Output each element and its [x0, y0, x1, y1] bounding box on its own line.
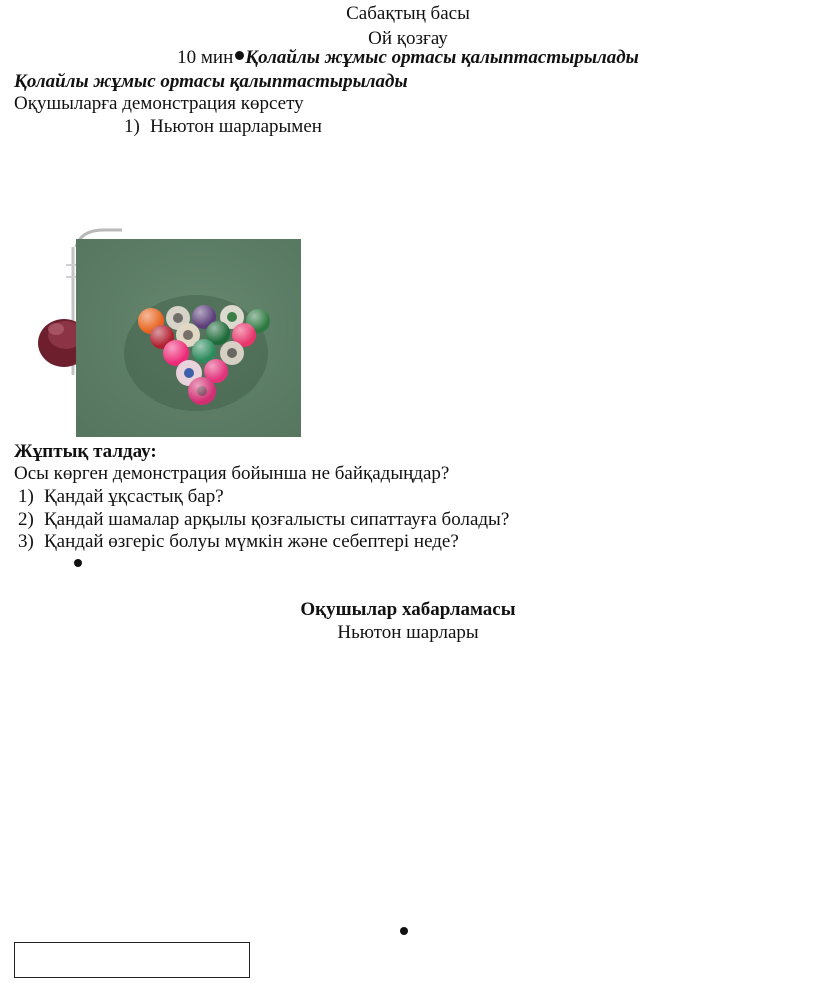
list-number: 1)	[18, 486, 34, 507]
demonstration-image	[36, 225, 306, 437]
pair-analysis-question: Осы көрген демонстрация бойынша не байқадыңдар?	[14, 463, 450, 484]
student-report-heading: Оқушылар хабарламасы	[300, 599, 516, 620]
list-item	[18, 485, 224, 509]
list-item-text: Қандай шамалар арқылы қозғалысты сипаттауға болады?	[44, 509, 510, 530]
list-item-text: Ньютон шарларымен	[150, 116, 322, 137]
intro-heading: Қолайлы жұмыс ортасы қалыптастырылады	[14, 71, 408, 92]
intro-list-item	[124, 115, 322, 139]
time-goal: Қолайлы жұмыс ортасы қалыптастырылады	[245, 47, 639, 68]
lesson-section-title: Сабақтың басы	[346, 3, 470, 24]
bullet-icon	[235, 51, 244, 60]
billiard-balls-image	[76, 239, 301, 437]
time-line	[0, 46, 816, 70]
list-number: 2)	[18, 509, 34, 530]
bullet-icon	[74, 559, 82, 567]
list-number: 1)	[124, 116, 140, 137]
list-item-text: Қандай өзгеріс болуы мүмкін және себептері неде?	[44, 531, 459, 552]
bullet-icon	[400, 927, 408, 935]
intro-text: Оқушыларға демонстрация көрсету	[14, 93, 304, 114]
list-item	[18, 508, 509, 532]
list-item	[18, 530, 459, 554]
pair-analysis-heading: Жұптық талдау:	[14, 441, 157, 462]
empty-text-box	[14, 942, 250, 978]
list-number: 3)	[18, 531, 34, 552]
time-label: 10 мин	[177, 47, 234, 68]
student-report-subtitle: Ньютон шарлары	[337, 622, 479, 643]
lesson-section-subtitle: Ой қозғау	[368, 28, 448, 49]
list-item-text: Қандай ұқсастық бар?	[44, 486, 224, 507]
